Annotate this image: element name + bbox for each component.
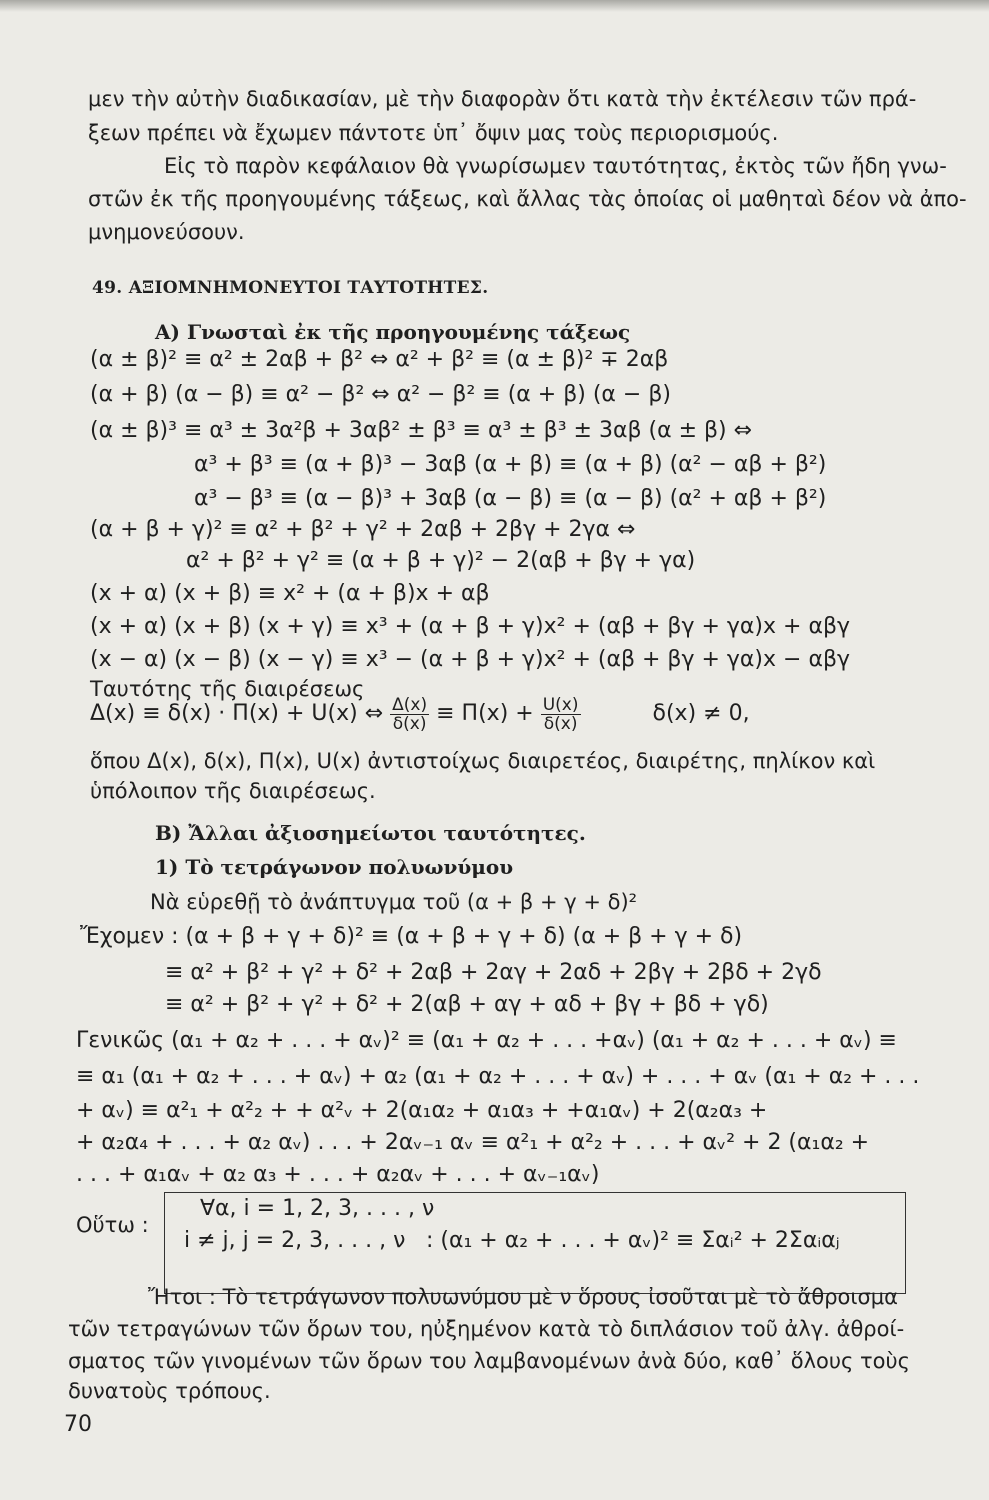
division-explanation-line: ὅπου Δ(x), δ(x), Π(x), U(x) ἀντιστοίχως διαιρετέος, διαιρέτης, πηλίκον καὶ bbox=[90, 749, 876, 773]
general-line: Γενικῶς (α₁ + α₂ + . . . + αᵥ)² ≡ (α₁ + α₂ + . . . +αᵥ) (α₁ + α₂ + . . . + αᵥ) ≡ bbox=[76, 1028, 897, 1053]
intro-line: μνημονεύσουν. bbox=[88, 220, 245, 244]
box-condition-1: ∀α, i = 1, 2, 3, . . . , ν bbox=[200, 1196, 435, 1221]
expansion-line: ≡ α² + β² + γ² + δ² + 2(αβ + αγ + αδ + βγ + βδ + γδ) bbox=[165, 992, 769, 1017]
expansion-line: Ἔχομεν : (α + β + γ + δ)² ≡ (α + β + γ + δ) (α + β + γ + δ) bbox=[80, 924, 743, 949]
identity-line: (α ± β)² ≡ α² ± 2αβ + β² ⇔ α² + β² ≡ (α ± β)² ∓ 2αβ bbox=[90, 347, 669, 372]
conclusion-line: Ἤτοι : Τὸ τετράγωνον πολυωνύμου μὲ ν ὅρους ἰσοῦται μὲ τὸ ἄθροισμα bbox=[148, 1285, 899, 1309]
fraction-denominator: δ(x) bbox=[392, 713, 427, 734]
identity-line: (α + β + γ)² ≡ α² + β² + γ² + 2αβ + 2βγ + 2γα ⇔ bbox=[90, 517, 636, 542]
section-heading: 49. ΑΞΙΟΜΝΗΜΟΝΕΥΤΟΙ ΤΑΥΤΟΤΗΤΕΣ. bbox=[92, 278, 489, 298]
division-condition: δ(x) ≠ 0, bbox=[652, 701, 750, 726]
general-line: . . . + α₁αᵥ + α₂ α₃ + . . . + α₂αᵥ + . . . + αᵥ₋₁αᵥ) bbox=[76, 1162, 600, 1187]
box-condition-2: i ≠ j, j = 2, 3, . . . , ν bbox=[184, 1228, 406, 1253]
part-a-heading: Α) Γνωσταὶ ἐκ τῆς προηγουμένης τάξεως bbox=[155, 320, 631, 344]
subsection-1-heading: 1) Τὸ τετράγωνον πολυωνύμου bbox=[155, 855, 514, 879]
page-edge bbox=[0, 0, 989, 12]
identity-line: (x + α) (x + β) (x + γ) ≡ x³ + (α + β + γ)x² + (αβ + βγ + γα)x + αβγ bbox=[90, 614, 850, 639]
division-left: Δ(x) ≡ δ(x) · Π(x) + U(x) ⇔ bbox=[90, 701, 384, 726]
identity-line: (α + β) (α − β) ≡ α² − β² ⇔ α² − β² ≡ (α + β) (α − β) bbox=[90, 382, 671, 407]
general-line: + αᵥ) ≡ α²₁ + α²₂ + + α²ᵥ + 2(α₁α₂ + α₁α₃ + +α₁αᵥ) + 2(α₂α₃ + bbox=[76, 1098, 768, 1123]
identity-line: (x + α) (x + β) ≡ x² + (α + β)x + αβ bbox=[90, 581, 490, 606]
identity-line: (α ± β)³ ≡ α³ ± 3α²β + 3αβ² ± β³ ≡ α³ ± β³ ± 3αβ (α ± β) ⇔ bbox=[90, 418, 753, 443]
intro-line: Εἰς τὸ παρὸν κεφάλαιον θὰ γνωρίσωμεν ταυτότητας, ἐκτὸς τῶν ἤδη γνω- bbox=[164, 154, 947, 178]
identity-line: α³ + β³ ≡ (α + β)³ − 3αβ (α + β) ≡ (α + β) (α² − αβ + β²) bbox=[194, 452, 827, 477]
page-number: 70 bbox=[64, 1412, 92, 1437]
general-line: + α₂α₄ + . . . + α₂ αᵥ) . . . + 2αᵥ₋₁ αᵥ ≡ α²₁ + α²₂ + . . . + αᵥ² + 2 (α₁α₂ + bbox=[76, 1130, 870, 1155]
conclusion-line: σματος τῶν γινομένων τῶν ὅρων του λαμβανομένων ἀνὰ δύο, καθ᾽ ὅλους τοὺς bbox=[68, 1349, 910, 1373]
identity-line: α³ − β³ ≡ (α − β)³ + 3αβ (α − β) ≡ (α − β) (α² + αβ + β²) bbox=[194, 486, 827, 511]
division-fraction-2 bbox=[541, 696, 581, 733]
general-line: ≡ α₁ (α₁ + α₂ + . . . + αᵥ) + α₂ (α₁ + α₂ + . . . + αᵥ) + . . . + αᵥ (α₁ + α₂ + . . . bbox=[76, 1064, 920, 1089]
division-middle: ≡ Π(x) + bbox=[436, 701, 534, 726]
division-explanation-line: ὑπόλοιπον τῆς διαιρέσεως. bbox=[90, 779, 376, 803]
conclusion-line: δυνατοὺς τρόπους. bbox=[68, 1379, 271, 1403]
division-fraction-1 bbox=[390, 696, 429, 733]
fraction-denominator: δ(x) bbox=[543, 713, 578, 734]
identity-line: (x − α) (x − β) (x − γ) ≡ x³ − (α + β + γ)x² + (αβ + βγ + γα)x − αβγ bbox=[90, 647, 850, 672]
problem-statement: Νὰ εὑρεθῇ τὸ ἀνάπτυγμα τοῦ (α + β + γ + δ)² bbox=[150, 890, 638, 914]
boxed-prefix: Οὕτω : bbox=[76, 1213, 149, 1237]
conclusion-line: τῶν τετραγώνων τῶν ὅρων του, ηὐξημένον κατὰ τὸ διπλάσιον τοῦ ἀλγ. ἀθροί- bbox=[68, 1317, 905, 1341]
division-identity bbox=[90, 694, 750, 734]
part-b-heading: Β) Ἄλλαι ἀξιοσημείωτοι ταυτότητες. bbox=[155, 821, 586, 845]
identity-line: α² + β² + γ² ≡ (α + β + γ)² − 2(αβ + βγ + γα) bbox=[186, 548, 696, 573]
division-title: Ταυτότης τῆς διαιρέσεως bbox=[90, 677, 365, 701]
expansion-line: ≡ α² + β² + γ² + δ² + 2αβ + 2αγ + 2αδ + 2βγ + 2βδ + 2γδ bbox=[165, 960, 822, 985]
box-result: : (α₁ + α₂ + . . . + αᵥ)² ≡ Σαᵢ² + 2Σαᵢαⱼ bbox=[426, 1228, 840, 1253]
fraction-numerator: Δ(x) bbox=[392, 694, 428, 715]
intro-line: ξεων πρέπει νὰ ἔχωμεν πάντοτε ὑπ᾽ ὄψιν μας τοὺς περιορισμούς. bbox=[88, 121, 779, 145]
fraction-numerator: U(x) bbox=[542, 694, 579, 715]
intro-line: μεν τὴν αὐτὴν διαδικασίαν, μὲ τὴν διαφορὰν ὅτι κατὰ τὴν ἐκτέλεσιν τῶν πρά- bbox=[88, 87, 917, 111]
intro-line: στῶν ἐκ τῆς προηγουμένης τάξεως, καὶ ἄλλας τὰς ὁποίας οἱ μαθηταὶ δέον νὰ ἀπο- bbox=[88, 187, 967, 211]
